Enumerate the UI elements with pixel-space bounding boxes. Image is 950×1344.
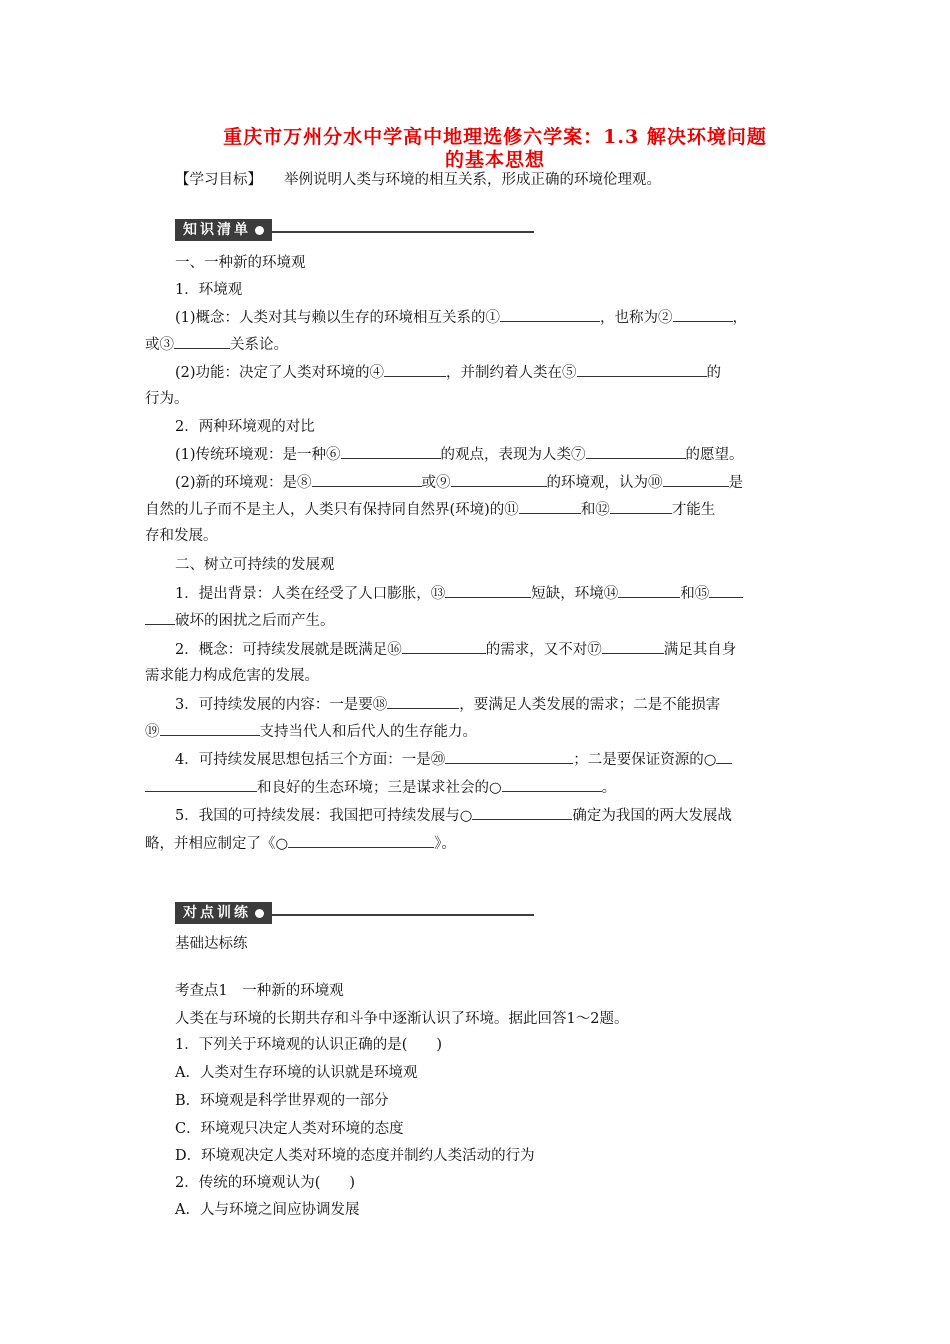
blank-field bbox=[602, 639, 664, 654]
item-traditional-view: (1)传统环境观：是一种⑥ 的观点，表现为人类⑦ 的愿望。 bbox=[175, 444, 744, 465]
question-2: 2．传统的环境观认为( ) bbox=[175, 1175, 356, 1191]
heading-new-environment-view: 一、一种新的环境观 bbox=[175, 255, 306, 271]
section-band-practice bbox=[175, 902, 534, 924]
document-title-line1: 重庆市万州分水中学高中地理选修六学案：1.3 解决环境问题 bbox=[223, 126, 767, 148]
section-band-label: 知识清单 bbox=[183, 222, 251, 238]
blank-field bbox=[145, 610, 175, 625]
blank-field bbox=[500, 307, 600, 322]
section-divider bbox=[272, 231, 534, 233]
item-china-sd: 5．我国的可持续发展：我国把可持续发展与○ 确定为我国的两大发展战 bbox=[175, 805, 732, 826]
bullet-dot-icon bbox=[255, 226, 264, 235]
blank-field bbox=[502, 777, 602, 792]
blank-field bbox=[673, 307, 733, 322]
blank-field bbox=[716, 749, 732, 764]
item-sd-content-cont: ⑲ 支持当代人和后代人的生存能力。 bbox=[145, 721, 477, 742]
blank-field bbox=[288, 833, 434, 848]
exam-point-heading: 考查点1 一种新的环境观 bbox=[175, 983, 344, 999]
item-function-cont: 行为。 bbox=[145, 391, 189, 407]
question-2-option-a: A．人与环境之间应协调发展 bbox=[175, 1202, 360, 1218]
item-background: 1．提出背景：人类在经受了人口膨胀，⑬ 短缺，环境⑭ 和⑮ bbox=[175, 583, 743, 604]
bullet-dot-icon bbox=[255, 909, 264, 918]
item-china-sd-cont: 略，并相应制定了《○ 》。 bbox=[145, 833, 456, 854]
learning-goal bbox=[175, 170, 661, 190]
question-1: 1．下列关于环境观的认识正确的是( ) bbox=[175, 1037, 443, 1053]
blank-field bbox=[341, 444, 441, 459]
item-comparison: 2．两种环境观的对比 bbox=[175, 419, 315, 435]
item-sd-content: 3．可持续发展的内容：一是要⑱ ，要满足人类发展的需求；二是不能损害 bbox=[175, 694, 720, 715]
blank-field bbox=[451, 472, 547, 487]
item-background-cont: 破坏的困扰之后而产生。 bbox=[145, 610, 335, 631]
practice-subheading: 基础达标练 bbox=[175, 936, 248, 952]
blank-field bbox=[445, 583, 531, 598]
learning-goal-text: 举例说明人类与环境的相互关系，形成正确的环境伦理观。 bbox=[284, 172, 661, 188]
blank-field bbox=[586, 444, 686, 459]
section-divider bbox=[272, 914, 534, 916]
learning-goal-label: 【学习目标】 bbox=[175, 172, 262, 188]
item-environment-view: 1．环境观 bbox=[175, 282, 243, 298]
item-new-view-cont: 自然的儿子而不是主人，人类只有保持同自然界(环境)的⑪ 和⑫ 才能生 bbox=[145, 499, 715, 520]
blank-field bbox=[160, 721, 260, 736]
question-1-option-c: C．环境观只决定人类对环境的态度 bbox=[175, 1121, 404, 1137]
blank-field bbox=[387, 694, 459, 709]
item-new-view: (2)新的环境观：是⑧ 或⑨ 的环境观，认为⑩ 是 bbox=[175, 472, 743, 493]
item-sd-aspects: 4．可持续发展思想包括三个方面：一是⑳ ；二是要保证资源的○ bbox=[175, 749, 732, 770]
blank-field bbox=[610, 499, 672, 514]
item-new-view-cont2: 存和发展。 bbox=[145, 528, 218, 544]
question-1-option-a: A．人类对生存环境的认识就是环境观 bbox=[175, 1065, 418, 1081]
blank-field bbox=[384, 362, 446, 377]
item-concept-cont: 或③ 关系论。 bbox=[145, 334, 288, 355]
blank-field bbox=[519, 499, 581, 514]
blank-field bbox=[445, 749, 573, 764]
section-band-label: 对点训练 bbox=[183, 905, 251, 921]
blank-field bbox=[618, 583, 680, 598]
question-intro: 人类在与环境的长期共存和斗争中逐渐认识了环境。据此回答1～2题。 bbox=[175, 1011, 629, 1027]
heading-sustainable-development: 二、树立可持续的发展观 bbox=[175, 557, 335, 573]
section-band-knowledge bbox=[175, 219, 534, 241]
blank-field bbox=[402, 639, 486, 654]
blank-field bbox=[663, 472, 729, 487]
blank-field bbox=[174, 334, 230, 349]
item-sd-concept-cont: 需求能力构成危害的发展。 bbox=[145, 668, 319, 684]
item-function: (2)功能：决定了人类对环境的④ ，并制约着人类在⑤ 的 bbox=[175, 362, 721, 383]
document-title-line2: 的基本思想 bbox=[444, 149, 545, 171]
blank-field bbox=[577, 362, 707, 377]
item-concept: (1)概念：人类对其与赖以生存的环境相互关系的① ，也称为② ， bbox=[175, 307, 747, 328]
item-sd-concept: 2．概念：可持续发展就是既满足⑯ 的需求，又不对⑰ 满足其自身 bbox=[175, 639, 736, 660]
blank-field bbox=[312, 472, 422, 487]
question-1-option-b: B．环境观是科学世界观的一部分 bbox=[175, 1093, 389, 1109]
item-sd-aspects-cont: 和良好的生态环境；三是谋求社会的○ 。 bbox=[145, 777, 616, 798]
blank-field bbox=[709, 583, 743, 598]
question-1-option-d: D．环境观决定人类对环境的态度并制约人类活动的行为 bbox=[175, 1148, 535, 1164]
blank-field bbox=[472, 805, 572, 820]
blank-field bbox=[145, 777, 257, 792]
